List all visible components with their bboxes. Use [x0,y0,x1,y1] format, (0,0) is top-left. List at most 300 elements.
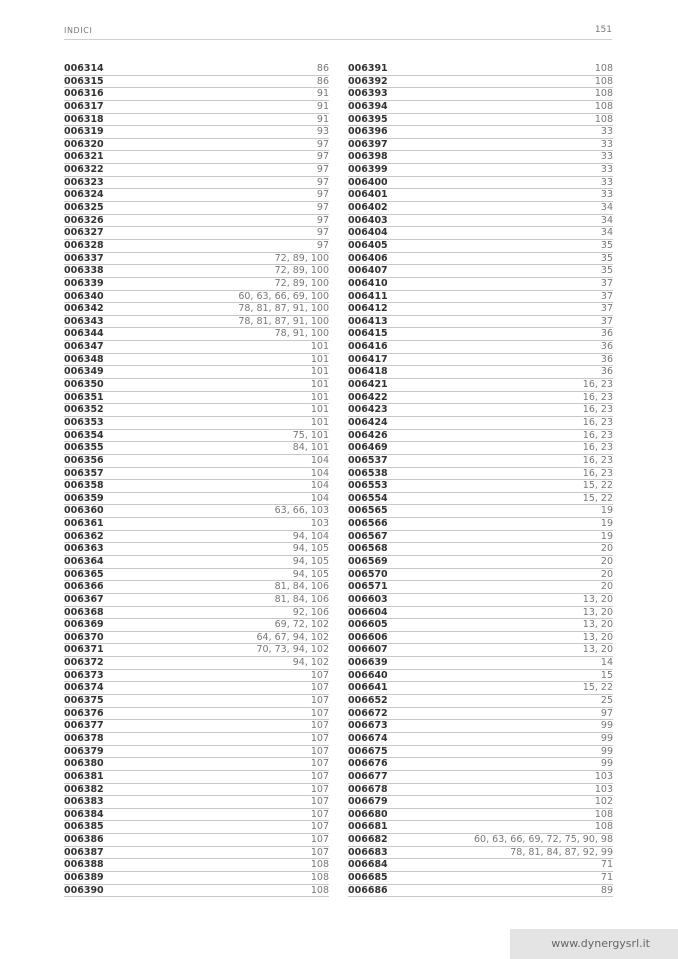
page-references: 13, 20 [582,606,613,618]
article-code: 006672 [348,707,388,719]
index-row [348,366,613,379]
page-references: 60, 63, 66, 69, 100 [238,290,329,302]
article-code: 006359 [64,492,104,504]
index-row [64,265,329,278]
page-references: 108 [594,113,613,125]
page-references: 101 [310,416,329,428]
page-references: 37 [600,315,613,327]
article-code: 006570 [348,568,388,580]
page-references: 103 [594,770,613,782]
page-references: 97 [316,151,329,163]
page-references: 71 [600,859,613,871]
index-row [348,644,613,657]
article-code: 006339 [64,277,104,289]
index-row [348,632,613,645]
index-row [64,695,329,708]
page-references: 97 [316,214,329,226]
header-divider [64,39,612,40]
page-references: 15 [600,669,613,681]
index-row [348,316,613,329]
article-code: 006347 [64,341,104,353]
article-code: 006400 [348,176,388,188]
article-code: 006395 [348,113,388,125]
article-code: 006340 [64,290,104,302]
article-code: 006365 [64,568,104,580]
article-code: 006316 [64,88,104,100]
page-references: 15, 22 [582,480,613,492]
index-row [64,619,329,632]
index-row [64,569,329,582]
article-code: 006372 [64,657,104,669]
index-row [64,341,329,354]
index-row [348,177,613,190]
article-code: 006677 [348,770,388,782]
article-code: 006402 [348,202,388,214]
article-code: 006325 [64,202,104,214]
index-row [64,543,329,556]
page-references: 97 [316,227,329,239]
article-code: 006386 [64,834,104,846]
page-references: 94, 105 [292,568,329,580]
article-code: 006565 [348,505,388,517]
page-references: 101 [310,391,329,403]
article-code: 006673 [348,720,388,732]
article-code: 006363 [64,543,104,555]
article-code: 006368 [64,606,104,618]
index-row [64,771,329,784]
index-row [64,682,329,695]
index-column-left [64,63,329,897]
page-references: 70, 73, 94, 102 [256,644,329,656]
index-row [64,581,329,594]
page-references: 81, 84, 106 [274,581,329,593]
page-references: 101 [310,353,329,365]
index-row [64,291,329,304]
page-references: 33 [600,138,613,150]
index-row [64,821,329,834]
index-row [348,189,613,202]
article-code: 006389 [64,872,104,883]
index-row [348,468,613,481]
article-code: 006370 [64,631,104,643]
page-references: 16, 23 [582,404,613,416]
article-code: 006652 [348,695,388,707]
article-code: 006417 [348,353,388,365]
index-row [64,720,329,733]
article-code: 006379 [64,745,104,757]
index-row [348,708,613,721]
article-code: 006383 [64,796,104,808]
page-references: 97 [316,138,329,150]
article-code: 006353 [64,416,104,428]
page-references: 78, 81, 84, 87, 92, 99 [510,846,613,858]
page-references: 91 [316,100,329,112]
index-row [64,746,329,759]
page-references: 16, 23 [582,429,613,441]
index-row [348,657,613,670]
page-references: 36 [600,341,613,353]
article-code: 006568 [348,543,388,555]
page-references: 72, 89, 100 [274,277,329,289]
index-row [348,569,613,582]
page-references: 89 [600,884,613,896]
page-references: 91 [316,113,329,125]
page-references: 33 [600,176,613,188]
page-references: 33 [600,189,613,201]
article-code: 006538 [348,467,388,479]
index-row [64,164,329,177]
index-row [348,859,613,872]
article-code: 006603 [348,593,388,605]
page-references: 86 [316,63,329,74]
article-code: 006380 [64,758,104,770]
index-row [64,227,329,240]
page-references: 34 [600,214,613,226]
page-references: 108 [310,859,329,871]
index-row [64,240,329,253]
page-references: 97 [316,189,329,201]
article-code: 006418 [348,366,388,378]
index-row [348,291,613,304]
article-code: 006569 [348,555,388,567]
article-code: 006318 [64,113,104,125]
index-row [64,518,329,531]
article-code: 006324 [64,189,104,201]
article-code: 006391 [348,63,388,74]
page-references: 97 [316,239,329,251]
index-row [64,834,329,847]
page-references: 94, 104 [292,530,329,542]
page-references: 107 [310,720,329,732]
page-references: 78, 91, 100 [274,328,329,340]
index-row [348,379,613,392]
article-code: 006338 [64,265,104,277]
index-row [64,455,329,468]
page-references: 35 [600,265,613,277]
index-row [348,76,613,89]
index-row [348,417,613,430]
page-references: 107 [310,669,329,681]
article-code: 006683 [348,846,388,858]
article-code: 006384 [64,808,104,820]
page-references: 108 [594,821,613,833]
article-code: 006605 [348,619,388,631]
page-references: 84, 101 [292,442,329,454]
page-references: 37 [600,303,613,315]
article-code: 006366 [64,581,104,593]
page-references: 108 [594,100,613,112]
index-row [64,531,329,544]
page-references: 16, 23 [582,467,613,479]
index-column-right [348,63,613,897]
article-code: 006674 [348,732,388,744]
page-references: 101 [310,366,329,378]
index-row [64,733,329,746]
page-references: 78, 81, 87, 91, 100 [238,303,329,315]
index-row [348,607,613,620]
article-code: 006641 [348,682,388,694]
index-row [348,556,613,569]
index-row [348,796,613,809]
index-row [64,278,329,291]
index-row [64,644,329,657]
index-row [64,316,329,329]
index-row [348,531,613,544]
index-row [348,354,613,367]
index-row [64,796,329,809]
index-row [64,670,329,683]
index-row [64,202,329,215]
article-code: 006319 [64,126,104,138]
page-references: 104 [310,480,329,492]
page-references: 97 [316,164,329,176]
article-code: 006553 [348,480,388,492]
index-row [348,328,613,341]
article-code: 006367 [64,593,104,605]
page-references: 101 [310,341,329,353]
article-code: 006401 [348,189,388,201]
article-code: 006376 [64,707,104,719]
article-code: 006681 [348,821,388,833]
article-code: 006675 [348,745,388,757]
article-code: 006315 [64,75,104,87]
article-code: 006352 [64,404,104,416]
index-row [64,151,329,164]
page-references: 107 [310,758,329,770]
article-code: 006684 [348,859,388,871]
page-references: 20 [600,543,613,555]
page-references: 101 [310,379,329,391]
page-references: 86 [316,75,329,87]
index-row [64,88,329,101]
page-references: 25 [600,695,613,707]
article-code: 006371 [64,644,104,656]
article-code: 006342 [64,303,104,315]
page-references: 107 [310,834,329,846]
article-code: 006356 [64,454,104,466]
article-code: 006348 [64,353,104,365]
index-row [348,733,613,746]
page-references: 13, 20 [582,593,613,605]
index-row [348,594,613,607]
index-row [64,872,329,885]
page-references: 33 [600,126,613,138]
article-code: 006682 [348,834,388,846]
page-references: 13, 20 [582,644,613,656]
page-references: 13, 20 [582,619,613,631]
article-code: 006360 [64,505,104,517]
index-row [64,404,329,417]
article-code: 006321 [64,151,104,163]
page-references: 20 [600,581,613,593]
index-row [348,682,613,695]
index-row [348,404,613,417]
page-references: 103 [310,518,329,530]
page-references: 78, 81, 87, 91, 100 [238,315,329,327]
article-code: 006411 [348,290,388,302]
article-code: 006424 [348,416,388,428]
page-references: 20 [600,555,613,567]
index-row [348,240,613,253]
index-row [348,619,613,632]
index-row [64,189,329,202]
article-code: 006361 [64,518,104,530]
index-row [64,177,329,190]
article-code: 006378 [64,732,104,744]
article-code: 006326 [64,214,104,226]
index-row [348,430,613,443]
index-row [64,758,329,771]
article-code: 006343 [64,315,104,327]
page-references: 103 [594,783,613,795]
article-code: 006344 [64,328,104,340]
page-references: 36 [600,366,613,378]
page-references: 35 [600,252,613,264]
article-code: 006606 [348,631,388,643]
page-references: 19 [600,505,613,517]
article-code: 006607 [348,644,388,656]
index-row [348,442,613,455]
article-code: 006404 [348,227,388,239]
page-references: 35 [600,239,613,251]
page-references: 107 [310,808,329,820]
article-code: 006426 [348,429,388,441]
article-code: 006320 [64,138,104,150]
article-code: 006388 [64,859,104,871]
page-references: 16, 23 [582,379,613,391]
page-references: 99 [600,720,613,732]
article-code: 006686 [348,884,388,896]
index-row [348,784,613,797]
article-code: 006410 [348,277,388,289]
page-references: 94, 105 [292,543,329,555]
article-code: 006349 [64,366,104,378]
index-row [348,101,613,114]
index-row [348,215,613,228]
article-code: 006679 [348,796,388,808]
article-code: 006354 [64,429,104,441]
index-row [64,379,329,392]
index-row [64,392,329,405]
page-references: 108 [310,872,329,883]
index-row [348,151,613,164]
index-row [348,771,613,784]
index-row [348,126,613,139]
article-code: 006399 [348,164,388,176]
page-references: 97 [600,707,613,719]
index-row [348,278,613,291]
page-references: 108 [594,808,613,820]
article-code: 006377 [64,720,104,732]
index-row [64,657,329,670]
page-references: 97 [316,202,329,214]
index-row [348,695,613,708]
website-link[interactable]: www.dynergysrl.it [551,937,650,950]
article-code: 006406 [348,252,388,264]
index-row [348,872,613,885]
article-code: 006387 [64,846,104,858]
index-row [348,670,613,683]
page-references: 64, 67, 94, 102 [256,631,329,643]
page-references: 92, 106 [292,606,329,618]
index-row [348,834,613,847]
page-references: 107 [310,695,329,707]
page-references: 102 [594,796,613,808]
article-code: 006676 [348,758,388,770]
article-code: 006362 [64,530,104,542]
page-references: 72, 89, 100 [274,252,329,264]
page-references: 13, 20 [582,631,613,643]
index-row [64,328,329,341]
index-row [64,76,329,89]
index-row [348,114,613,127]
page-references: 19 [600,530,613,542]
article-code: 006357 [64,467,104,479]
article-code: 006554 [348,492,388,504]
index-row [64,594,329,607]
page-references: 94, 105 [292,555,329,567]
index-row [64,607,329,620]
index-row [64,708,329,721]
footer-bar [510,929,678,959]
page-references: 14 [600,657,613,669]
page-references: 33 [600,164,613,176]
index-row [64,480,329,493]
index-row [64,253,329,266]
article-code: 006412 [348,303,388,315]
article-code: 006405 [348,239,388,251]
index-row [64,303,329,316]
index-row [348,746,613,759]
page-references: 93 [316,126,329,138]
page-references: 36 [600,353,613,365]
index-row [64,63,329,76]
index-row [348,88,613,101]
page-references: 104 [310,492,329,504]
page-references: 107 [310,682,329,694]
index-row [64,442,329,455]
index-row [64,354,329,367]
page-references: 72, 89, 100 [274,265,329,277]
page-references: 108 [594,63,613,74]
page-references: 97 [316,176,329,188]
index-row [348,493,613,506]
index-row [348,63,613,76]
index-row [64,215,329,228]
page-references: 34 [600,202,613,214]
page-references: 104 [310,467,329,479]
index-row [348,253,613,266]
page-references: 107 [310,783,329,795]
article-code: 006415 [348,328,388,340]
page-references: 99 [600,745,613,757]
index-row [64,556,329,569]
page-references: 108 [594,75,613,87]
article-code: 006392 [348,75,388,87]
index-row [64,784,329,797]
page-references: 19 [600,518,613,530]
page-references: 16, 23 [582,391,613,403]
page-references: 104 [310,454,329,466]
article-code: 006382 [64,783,104,795]
page-references: 99 [600,732,613,744]
index-row [64,493,329,506]
index-row [64,366,329,379]
page-references: 107 [310,846,329,858]
page-references: 63, 66, 103 [274,505,329,517]
article-code: 006685 [348,872,388,883]
page-references: 75, 101 [292,429,329,441]
